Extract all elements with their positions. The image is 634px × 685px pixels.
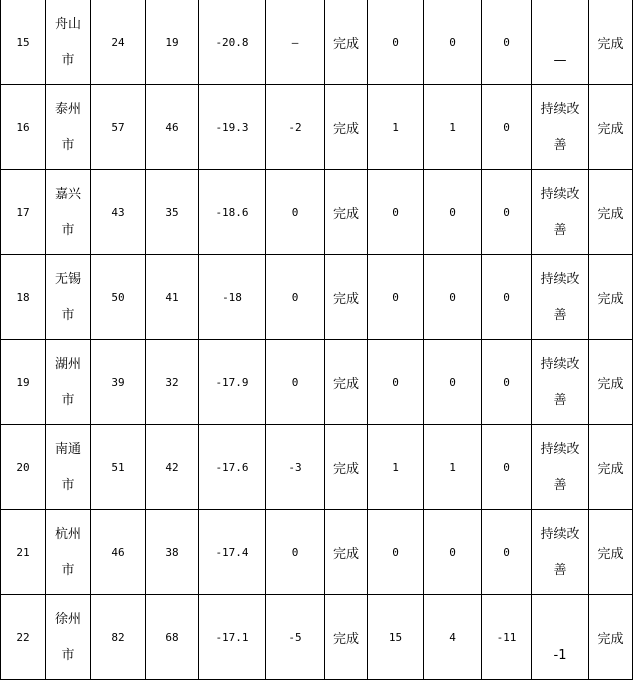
value-cell: 51 [91,425,146,510]
value-cell: 完成 [589,595,633,680]
value-cell: 38 [146,510,199,595]
value-cell: 完成 [325,0,368,85]
city-name-line1: 湖州 [54,357,81,372]
city-name-cell [46,425,91,510]
note-line1: 持续改 [540,442,580,457]
table-body [1,0,633,680]
note-line2: — [553,53,567,68]
value-cell: 0 [368,510,424,595]
value-cell: 完成 [589,255,633,340]
value-cell: 0 [424,0,482,85]
rank-cell: 17 [1,170,46,255]
value-cell: — [266,0,325,85]
table-row [1,255,633,340]
rank-cell: 22 [1,595,46,680]
value-cell: 46 [146,85,199,170]
value-cell: 0 [266,340,325,425]
value-cell: 68 [146,595,199,680]
value-cell: -17.6 [199,425,266,510]
value-cell: 完成 [589,85,633,170]
value-cell: 0 [482,510,532,595]
value-cell: 0 [424,170,482,255]
value-cell: 35 [146,170,199,255]
value-cell: 0 [424,255,482,340]
value-cell: 完成 [589,425,633,510]
note-line2: 善 [553,223,567,238]
note-line2: 善 [553,563,567,578]
note-line2: -1 [553,648,567,663]
value-cell: 完成 [325,255,368,340]
value-cell: 82 [91,595,146,680]
value-cell: -19.3 [199,85,266,170]
value-cell: 0 [424,510,482,595]
city-name-line2: 市 [61,563,75,578]
value-cell: 0 [482,170,532,255]
value-cell: 4 [424,595,482,680]
note-line2: 善 [553,478,567,493]
value-cell: -18 [199,255,266,340]
value-cell: 50 [91,255,146,340]
table-row [1,340,633,425]
city-name-line2: 市 [61,648,75,663]
value-cell: 24 [91,0,146,85]
value-cell: -17.9 [199,340,266,425]
value-cell: -17.1 [199,595,266,680]
value-cell: 完成 [589,510,633,595]
value-cell: 完成 [325,510,368,595]
value-cell: 0 [368,170,424,255]
status-note-cell [532,85,589,170]
value-cell: 0 [482,85,532,170]
value-cell: 完成 [589,340,633,425]
value-cell: 41 [146,255,199,340]
value-cell: 完成 [325,425,368,510]
rank-cell: 18 [1,255,46,340]
value-cell: 32 [146,340,199,425]
city-name-cell [46,0,91,85]
value-cell: 46 [91,510,146,595]
table-row [1,595,633,680]
note-line1: 持续改 [540,102,580,117]
city-name-cell [46,595,91,680]
city-name-line2: 市 [61,138,75,153]
value-cell: 0 [424,340,482,425]
value-cell: 0 [482,425,532,510]
value-cell: 0 [482,340,532,425]
city-name-line2: 市 [61,393,75,408]
value-cell: 完成 [325,595,368,680]
value-cell: -11 [482,595,532,680]
city-name-line1: 杭州 [54,527,81,542]
rank-cell: 19 [1,340,46,425]
value-cell: 0 [368,340,424,425]
city-name-line2: 市 [61,308,75,323]
note-line1: 持续改 [540,272,580,287]
value-cell: 完成 [325,85,368,170]
value-cell: 42 [146,425,199,510]
value-cell: 0 [368,0,424,85]
note-line2: 善 [553,138,567,153]
status-note-cell [532,595,589,680]
city-name-line1: 徐州 [54,612,81,627]
value-cell: 完成 [589,170,633,255]
value-cell: 完成 [589,0,633,85]
city-name-line2: 市 [61,478,75,493]
value-cell: 1 [368,85,424,170]
value-cell: 43 [91,170,146,255]
rank-cell: 15 [1,0,46,85]
value-cell: 1 [424,425,482,510]
table-row [1,425,633,510]
note-line1: 持续改 [540,357,580,372]
city-name-cell [46,255,91,340]
value-cell: 1 [368,425,424,510]
value-cell: 0 [482,255,532,340]
value-cell: 57 [91,85,146,170]
city-name-line1: 泰州 [54,102,81,117]
status-note-cell [532,255,589,340]
note-line2: 善 [553,308,567,323]
value-cell: -5 [266,595,325,680]
city-name-line1: 南通 [54,442,81,457]
rank-cell: 21 [1,510,46,595]
status-note-cell [532,0,589,85]
value-cell: -18.6 [199,170,266,255]
value-cell: 0 [266,510,325,595]
value-cell: -2 [266,85,325,170]
city-name-cell [46,170,91,255]
value-cell: -17.4 [199,510,266,595]
table-row [1,510,633,595]
value-cell: 完成 [325,170,368,255]
value-cell: 0 [266,170,325,255]
note-line1: 持续改 [540,187,580,202]
status-note-cell [532,340,589,425]
value-cell: -3 [266,425,325,510]
value-cell: 0 [368,255,424,340]
value-cell: 0 [266,255,325,340]
city-name-line1: 嘉兴 [54,187,81,202]
status-note-cell [532,510,589,595]
city-name-line1: 舟山 [54,17,81,32]
value-cell: 0 [482,0,532,85]
table-row [1,170,633,255]
city-name-line2: 市 [61,53,75,68]
city-name-line2: 市 [61,223,75,238]
table-row [1,0,633,85]
value-cell: 19 [146,0,199,85]
value-cell: 39 [91,340,146,425]
status-note-cell [532,425,589,510]
value-cell: -20.8 [199,0,266,85]
value-cell: 完成 [325,340,368,425]
rank-cell: 20 [1,425,46,510]
city-name-line1: 无锡 [54,272,81,287]
rank-cell: 16 [1,85,46,170]
city-name-cell [46,510,91,595]
note-line1: 持续改 [540,527,580,542]
value-cell: 15 [368,595,424,680]
note-line2: 善 [553,393,567,408]
table-row [1,85,633,170]
status-note-cell [532,170,589,255]
value-cell: 1 [424,85,482,170]
city-name-cell [46,85,91,170]
city-name-cell [46,340,91,425]
